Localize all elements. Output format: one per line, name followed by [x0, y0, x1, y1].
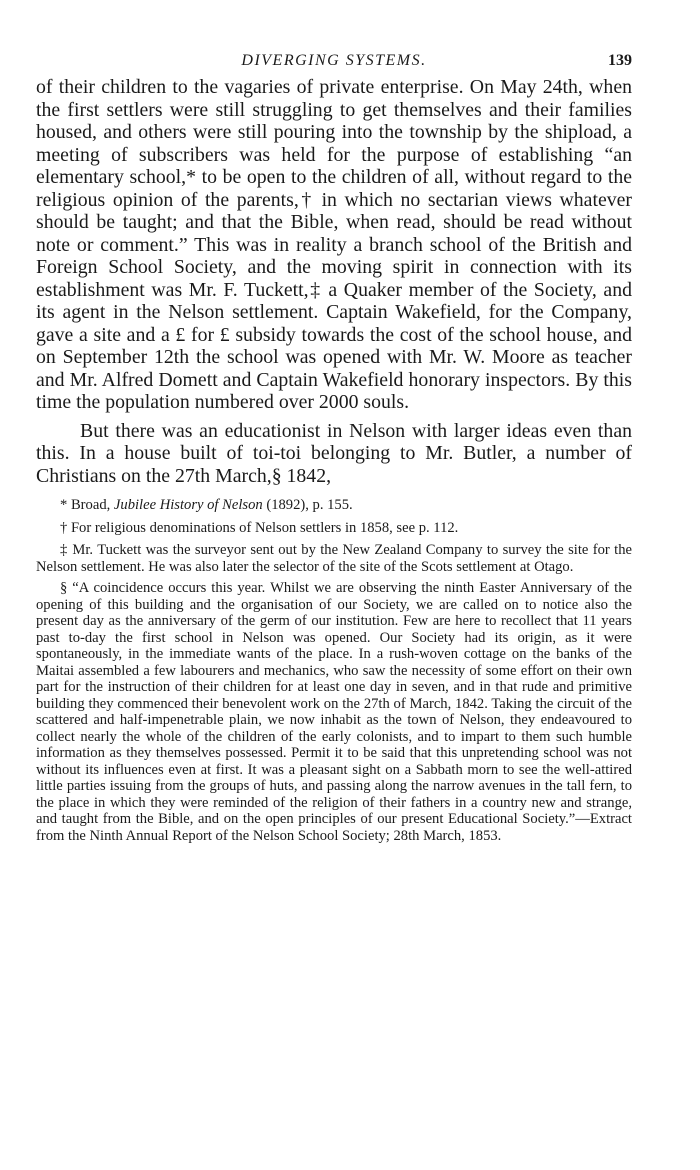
book-page [36, 50, 632, 849]
page-header [36, 50, 632, 76]
running-head: DIVERGING SYSTEMS. [241, 52, 427, 69]
paragraph-1: of their children to the vagaries of private enterprise. On May 24th, when the first settlers were still struggling to get themselves and their families housed, and others were still pouring into the township by the shipload, a meeting of subscribers was held for the purpose of establishing “an elementary school,* to be open to the children of all, without regard to the religious opinion of the parents,† in which no sectarian views whatever should be taught; and that the Bible, when read, should be read without note or comment.” This was in reality a branch school of the British and Foreign School Society, and the moving spirit in connection with its establishment was Mr. F. Tuckett,‡ a Quaker member of the Society, and its agent in the Nelson settlement. Captain Wakefield, for the Company, gave a site and a £ for £ subsidy towards the cost of the school house, and on September 12th the school was opened with Mr. W. Moore as teacher and Mr. Alfred Domett and Captain Wakefield honorary inspectors. By this time the population numbered over 2000 souls. [36, 76, 632, 413]
footnote-1-rest: (1892), p. 155. [262, 497, 353, 513]
footnote-1 [36, 497, 632, 514]
footnote-3: ‡ Mr. Tuckett was the surveyor sent out by the New Zealand Company to survey the site for the Nelson settlement. He was also later the selector of the site of the Scots settlement at Otago. [36, 542, 632, 575]
footnotes [36, 497, 632, 844]
page-number: 139 [608, 52, 632, 69]
footnote-4: § “A coincidence occurs this year. Whilst we are observing the ninth Easter Anniversary of the opening of this building and the organisation of our Society, we are called on to notice also the present day as the anniversary of the germ of our institution. Few are here to recollect that 11 years past to-day the first school in Nelson was opened. Our Society had its origin, as it were spontaneously, in the immediate wants of the place. In a rush-woven cottage on the banks of the Maitai assembled a few labourers and mechanics, who saw the necessity of some effort on their own part for the instruction of their children for at least one day in seven, and in that rude and primitive building they commenced their benevolent work on the 27th of March, 1842. Taking the circuit of the scattered and half-impenetrable plain, we now inhabit as the town of Nelson, they endeavoured to collect nearly the whole of the children of the early colonists, and to impart to them such humble information as they themselves possessed. Permit it to be said that this unpretending school was not without its influences even at first. It was a pleasant sight on a Sabbath morn to see the well-attired little parties issuing from the groups of huts, and passing along the narrow avenues in the tall fern, to the place in which they were reminded of the religion of their fathers in a country new and strange, and taught from the Bible, and on the open principles of our present Educational Society.”—Extract from the Ninth Annual Report of the Nelson School Society; 28th March, 1853. [36, 580, 632, 844]
footnote-1-lead: * Broad, [60, 497, 114, 513]
main-text [36, 76, 632, 487]
footnote-1-title: Jubilee History of Nelson [113, 497, 263, 513]
paragraph-2: But there was an educationist in Nelson with larger ideas even than this. In a house built of toi-toi belonging to Mr. Butler, a number of Christians on the 27th March,§ 1842, [36, 419, 632, 487]
footnote-2: † For religious denominations of Nelson settlers in 1858, see p. 112. [60, 519, 459, 536]
